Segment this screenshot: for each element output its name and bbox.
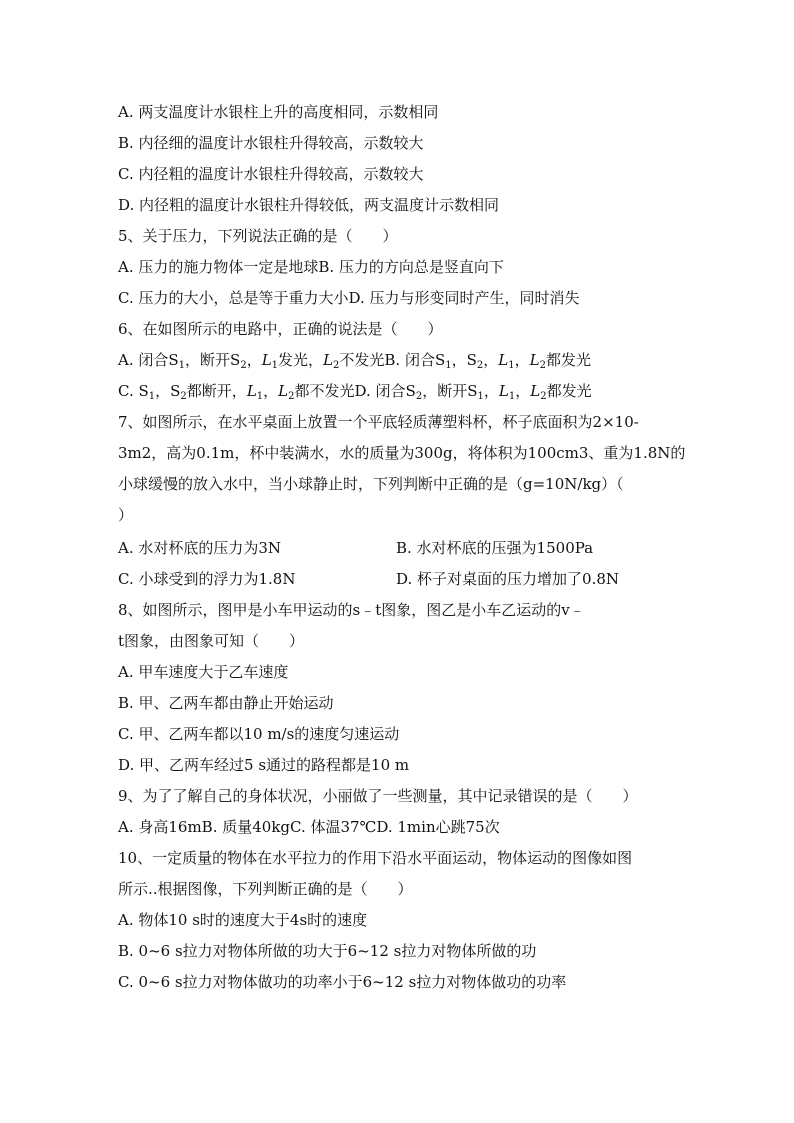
q7-stem-line3: 小球缓慢的放入水中，当小球静止时，下列判断中正确的是（g=10N/kg）（ <box>118 475 624 493</box>
text-run: C. S <box>118 382 149 400</box>
lamp-symbol: L <box>323 351 334 369</box>
text-run: 都不发光D. 闭合S <box>294 382 416 400</box>
q8-option-b: B. 甲、乙两车都由静止开始运动 <box>118 694 334 712</box>
q7-stem-line4: ） <box>118 506 134 524</box>
q4-option-c: C. 内径粗的温度计水银柱升得较高，示数较大 <box>118 165 424 183</box>
q5-stem: 5、关于压力，下列说法正确的是（ ） <box>118 227 398 245</box>
q10-stem-line2: 所示..根据图像，下列判断正确的是（ ） <box>118 880 413 898</box>
q6-options-ab <box>118 350 591 370</box>
subscript: 2 <box>288 391 295 402</box>
text-run: ， <box>483 382 499 400</box>
text-run: A. 闭合S <box>118 351 179 369</box>
text-run: ，断开S <box>422 382 478 400</box>
lamp-symbol: L <box>498 351 509 369</box>
subscript: 2 <box>476 360 484 371</box>
subscript: 1 <box>477 391 484 402</box>
text-run: 都断开， <box>186 382 247 400</box>
subscript: 2 <box>240 360 247 371</box>
q6-options-cd <box>118 381 592 401</box>
subscript: 2 <box>540 391 547 402</box>
text-run: ， <box>483 351 499 369</box>
text-run: ，断开S <box>185 351 241 369</box>
lamp-symbol: L <box>529 351 540 369</box>
subscript: 1 <box>445 360 452 371</box>
text-run: ，S <box>451 351 477 369</box>
text-run: 都发光 <box>546 382 592 400</box>
q5-options-cd: C. 压力的大小，总是等于重力大小D. 压力与形变同时产生，同时消失 <box>118 289 580 307</box>
q4-option-a: A. 两支温度计水银柱上升的高度相同，示数相同 <box>118 103 439 121</box>
subscript: 2 <box>415 391 423 402</box>
q8-option-c: C. 甲、乙两车都以10 m/s的速度匀速运动 <box>118 725 400 743</box>
q10-stem-line1: 10、一定质量的物体在水平拉力的作用下沿水平面运动，物体运动的图像如图 <box>118 849 633 867</box>
q7-option-a: A. 水对杯底的压力为3N <box>118 539 282 557</box>
q10-option-b: B. 0~6 s拉力对物体所做的功大于6~12 s拉力对物体所做的功 <box>118 942 537 960</box>
text-run: ， <box>515 382 531 400</box>
text-run: ， <box>514 351 530 369</box>
text-run: ， <box>246 351 262 369</box>
q7-stem-line1: 7、如图所示，在水平桌面上放置一个平底轻质薄塑料杯，杯子底面积为2×10- <box>118 413 639 431</box>
text-run: 发光， <box>278 351 324 369</box>
q10-option-c: C. 0~6 s拉力对物体做功的功率小于6~12 s拉力对物体做功的功率 <box>118 973 567 991</box>
subscript: 1 <box>271 360 279 371</box>
q9-stem: 9、为了了解自己的身体状况，小丽做了一些测量，其中记录错误的是（ ） <box>118 787 638 805</box>
q7-option-c: C. 小球受到的浮力为1.8N <box>118 570 296 588</box>
lamp-symbol: L <box>261 351 272 369</box>
subscript: 1 <box>508 391 516 402</box>
q7-options-ab <box>118 538 594 558</box>
q9-options: A. 身高16mB. 质量40kgC. 体温37℃D. 1min心跳75次 <box>118 818 500 836</box>
subscript: 2 <box>333 360 340 371</box>
subscript: 1 <box>178 360 186 371</box>
subscript: 2 <box>180 391 187 402</box>
subscript: 1 <box>256 391 264 402</box>
q8-option-d: D. 甲、乙两车经过5 s通过的路程都是10 m <box>118 756 410 774</box>
q4-option-d: D. 内径粗的温度计水银柱升得较低，两支温度计示数相同 <box>118 196 500 214</box>
q8-option-a: A. 甲车速度大于乙车速度 <box>118 663 289 681</box>
q6-stem: 6、在如图所示的电路中，正确的说法是（ ） <box>118 320 443 338</box>
text-run: ， <box>263 382 279 400</box>
text-run: 都发光 <box>546 351 592 369</box>
text-run: 不发光B. 闭合S <box>339 351 446 369</box>
q5-options-ab: A. 压力的施力物体一定是地球B. 压力的方向总是竖直向下 <box>118 258 504 276</box>
lamp-symbol: L <box>530 382 541 400</box>
q8-stem-line1: 8、如图所示，图甲是小车甲运动的s﹣t图象，图乙是小车乙运动的v﹣ <box>118 601 585 619</box>
q7-option-d: D. 杯子对桌面的压力增加了0.8N <box>396 570 620 588</box>
q10-option-a: A. 物体10 s时的速度大于4s时的速度 <box>118 911 368 929</box>
q7-stem-line2: 3m2，高为0.1m，杯中装满水，水的质量为300g，将体积为100cm3、重为1.8N的 <box>118 444 686 462</box>
q7-option-b: B. 水对杯底的压强为1500Pa <box>396 539 594 557</box>
text-run: ，S <box>155 382 181 400</box>
lamp-symbol: L <box>278 382 289 400</box>
subscript: 2 <box>539 360 546 371</box>
q7-options-cd <box>118 569 620 589</box>
lamp-symbol: L <box>246 382 257 400</box>
q8-stem-line2: t图象，由图象可知（ ） <box>118 632 305 650</box>
subscript: 1 <box>148 391 156 402</box>
q4-option-b: B. 内径细的温度计水银柱升得较高，示数较大 <box>118 134 424 152</box>
lamp-symbol: L <box>498 382 509 400</box>
subscript: 1 <box>508 360 515 371</box>
